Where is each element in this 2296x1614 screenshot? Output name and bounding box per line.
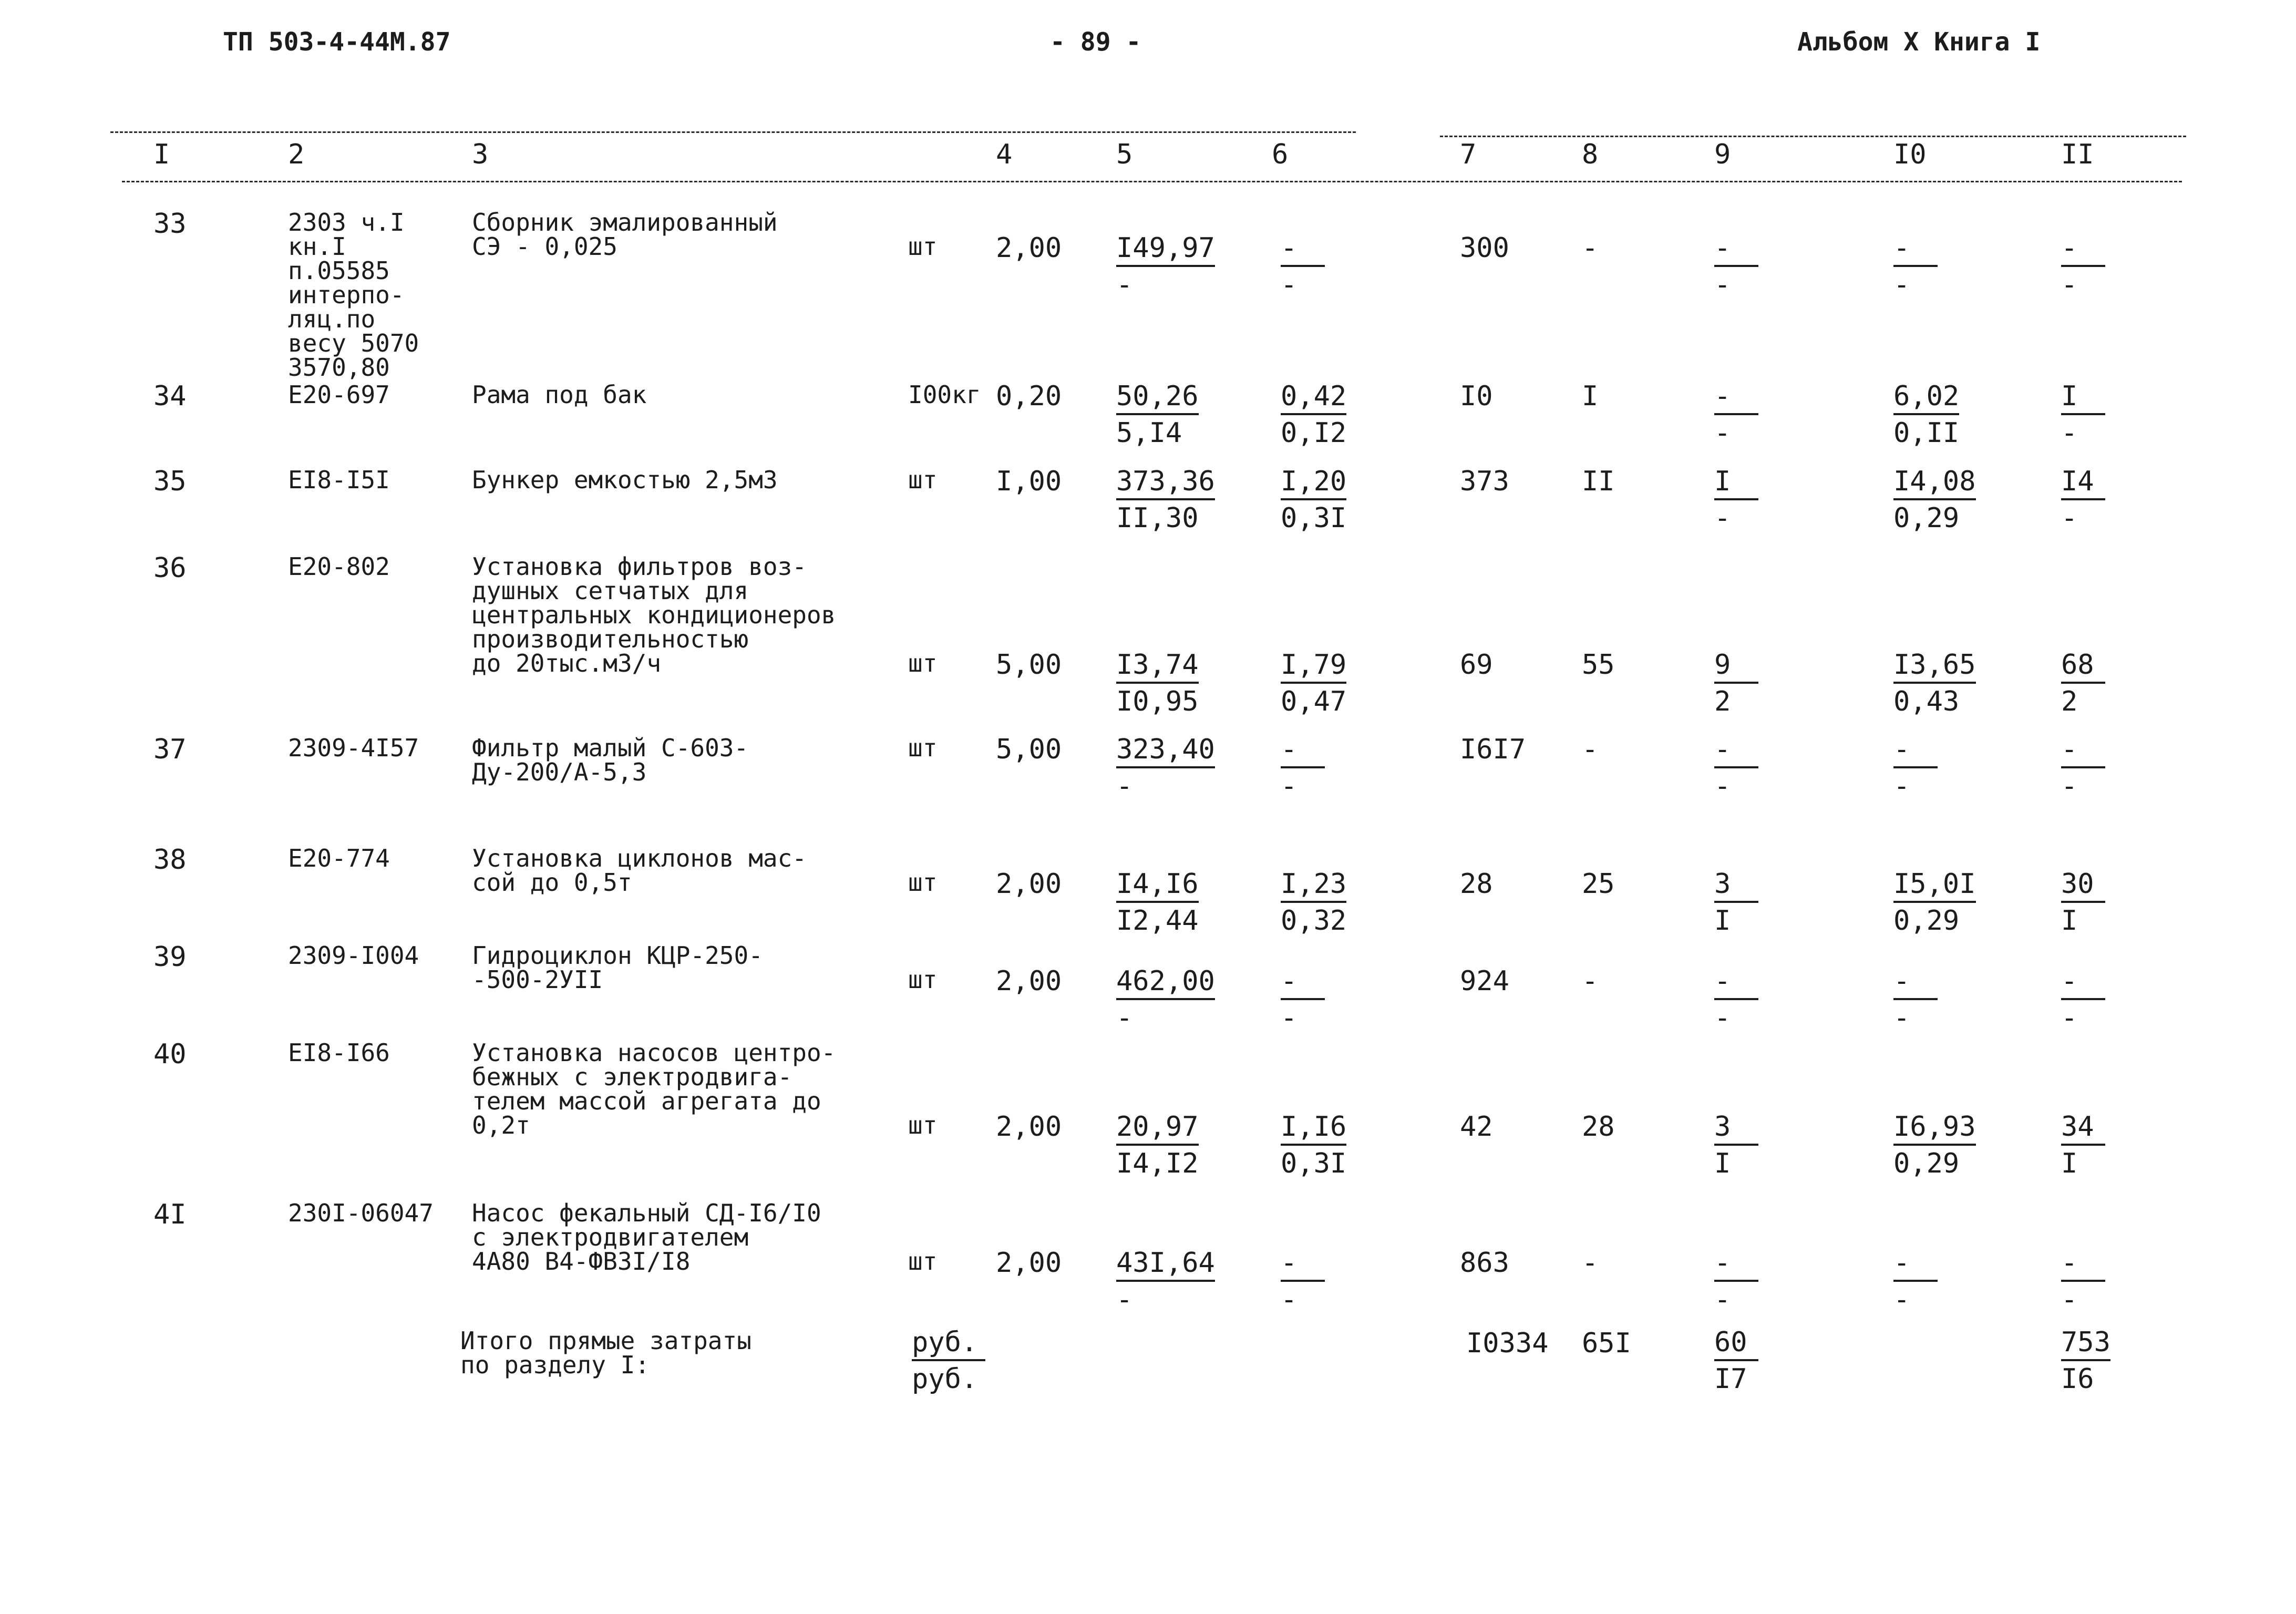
total-col7: I0334 [1466,1328,1549,1359]
total-col11: 753 I6 [2061,1327,2110,1395]
row-col7: 863 [1460,1247,1509,1279]
row-name: Рама под бак [472,381,647,409]
row-number: 36 [153,552,187,584]
row-col6: I,20 0,3I [1281,466,1347,534]
row-unit: шт [908,232,938,261]
row-number: 40 [153,1039,187,1070]
row-name: Фильтр малый С-603- Ду-200/А-5,3 [472,734,749,786]
row-code: 230I-06047 [288,1199,434,1227]
row-col7: 373 [1460,466,1509,497]
column-header: 2 [288,139,305,170]
page-number: - 89 - [1050,27,1141,57]
row-unit: шт [908,649,938,677]
table-top-rule-right [1440,136,2186,137]
row-code: 2309-I004 [288,941,419,970]
row-col8: 25 [1582,868,1615,900]
column-header: 5 [1116,139,1133,170]
row-quantity: 0,20 [996,381,1062,412]
row-col9: - - [1714,968,1758,1032]
row-col9: 3 I [1714,1113,1758,1177]
row-name: Бункер емкостью 2,5м3 [472,466,778,494]
row-col6: - - [1281,968,1325,1032]
row-col11: - - [2061,968,2105,1032]
row-col10: I3,65 0,43 [1893,649,1976,717]
column-header: 6 [1272,139,1289,170]
document-code: ТП 503-4-44М.87 [223,27,451,57]
column-header: 9 [1714,139,1731,170]
row-col6: I,23 0,32 [1281,868,1347,937]
row-col7: I0 [1460,381,1493,412]
row-code: Е20-697 [288,381,390,409]
row-col8: 55 [1582,649,1615,681]
row-col8: - [1582,1247,1599,1279]
table-header-rule [122,181,2182,182]
row-number: 38 [153,844,187,876]
row-col9: - - [1714,383,1758,447]
row-name: Насос фекальный СД-I6/I0 с электродвигателем 4А80 В4-ФВ3I/I8 [472,1199,821,1276]
row-col8: I [1582,381,1599,412]
row-name: Установка циклонов мас- сой до 0,5т [472,844,807,897]
album-label: Альбом X Книга I [1797,27,2041,57]
row-col10: - - [1893,234,1938,299]
row-number: 33 [153,208,187,240]
row-col6: - - [1281,736,1325,800]
column-header: 4 [996,139,1013,170]
column-header: I [153,139,170,170]
row-col10: - - [1893,736,1938,800]
row-col5: I4,I6 I2,44 [1116,868,1199,937]
row-col11: - - [2061,1249,2105,1313]
row-col6: - - [1281,1249,1325,1313]
row-unit: I00кг [908,381,981,409]
total-unit: руб. руб. [912,1329,985,1393]
row-name: Установка фильтров воз- душных сетчатых для центральных кондиционеров производительностью до 20тыс.м3/ч [472,552,836,677]
row-col7: 924 [1460,965,1509,997]
row-unit: шт [908,466,938,494]
row-unit: шт [908,734,938,762]
row-col5: 373,36 II,30 [1116,466,1215,534]
row-number: 4I [153,1199,187,1230]
column-header: 8 [1582,139,1599,170]
row-quantity: I,00 [996,466,1062,497]
row-col7: 300 [1460,232,1509,264]
row-col10: I4,08 0,29 [1893,466,1976,534]
row-code: 2303 ч.I кн.I п.05585 интерпо- ляц.по весу 5070 3570,80 [288,208,419,382]
total-label: Итого прямые затраты по разделу I: [460,1327,751,1379]
row-col11: I4 - [2061,468,2105,532]
row-unit: шт [908,1247,938,1276]
column-header: I0 [1893,139,1927,170]
row-code: ЕI8-I5I [288,466,390,494]
total-col8: 65I [1582,1328,1631,1359]
row-quantity: 2,00 [996,965,1062,997]
row-col11: - - [2061,234,2105,299]
row-col7: 69 [1460,649,1493,681]
row-col5: I3,74 I0,95 [1116,649,1199,717]
row-unit: шт [908,965,938,994]
row-col7: 42 [1460,1111,1493,1143]
row-col7: 28 [1460,868,1493,900]
row-quantity: 2,00 [996,868,1062,900]
total-col9: 60 I7 [1714,1329,1758,1393]
column-header: 3 [472,139,489,170]
row-number: 35 [153,466,187,497]
row-col9: 3 I [1714,870,1758,934]
row-code: Е20-802 [288,552,390,581]
row-quantity: 2,00 [996,232,1062,264]
row-col6: - - [1281,234,1325,299]
row-number: 34 [153,381,187,412]
row-col5: 323,40 - [1116,734,1215,802]
row-col11: I - [2061,383,2105,447]
row-col9: - - [1714,736,1758,800]
row-col5: 20,97 I4,I2 [1116,1111,1199,1179]
row-col8: - [1582,734,1599,765]
row-col11: 30 I [2061,870,2105,934]
row-unit: шт [908,1111,938,1139]
row-col5: 50,26 5,I4 [1116,381,1199,449]
row-col8: - [1582,232,1599,264]
row-code: 2309-4I57 [288,734,419,762]
row-quantity: 2,00 [996,1111,1062,1143]
column-header: 7 [1460,139,1477,170]
row-col11: - - [2061,736,2105,800]
row-col9: - - [1714,1249,1758,1313]
row-col8: 28 [1582,1111,1615,1143]
row-col6: I,79 0,47 [1281,649,1347,717]
row-col10: I5,0I 0,29 [1893,868,1976,937]
row-col11: 34 I [2061,1113,2105,1177]
row-name: Гидроциклон КЦР-250- -500-2УII [472,941,763,994]
row-col6: I,I6 0,3I [1281,1111,1347,1179]
row-unit: шт [908,868,938,897]
row-col6: 0,42 0,I2 [1281,381,1347,449]
row-col10: - - [1893,968,1938,1032]
table-top-rule-left [110,131,1356,133]
row-quantity: 2,00 [996,1247,1062,1279]
row-code: ЕI8-I66 [288,1039,390,1067]
row-name: Установка насосов центро- бежных с электродвига- телем массой агрегата до 0,2т [472,1039,836,1139]
row-col5: 43I,64 - [1116,1247,1215,1315]
column-header: II [2061,139,2094,170]
row-col10: I6,93 0,29 [1893,1111,1976,1179]
row-code: Е20-774 [288,844,390,872]
row-col9: 9 2 [1714,651,1758,715]
row-col5: 462,00 - [1116,965,1215,1034]
row-col8: II [1582,466,1615,497]
row-col8: - [1582,965,1599,997]
row-col10: 6,02 0,II [1893,381,1960,449]
row-number: 39 [153,941,187,973]
row-col11: 68 2 [2061,651,2105,715]
row-col9: - - [1714,234,1758,299]
row-name: Сборник эмалированный СЭ - 0,025 [472,208,778,261]
row-number: 37 [153,734,187,765]
row-quantity: 5,00 [996,649,1062,681]
row-quantity: 5,00 [996,734,1062,765]
row-col9: I - [1714,468,1758,532]
row-col5: I49,97 - [1116,232,1215,301]
row-col10: - - [1893,1249,1938,1313]
row-col7: I6I7 [1460,734,1526,765]
